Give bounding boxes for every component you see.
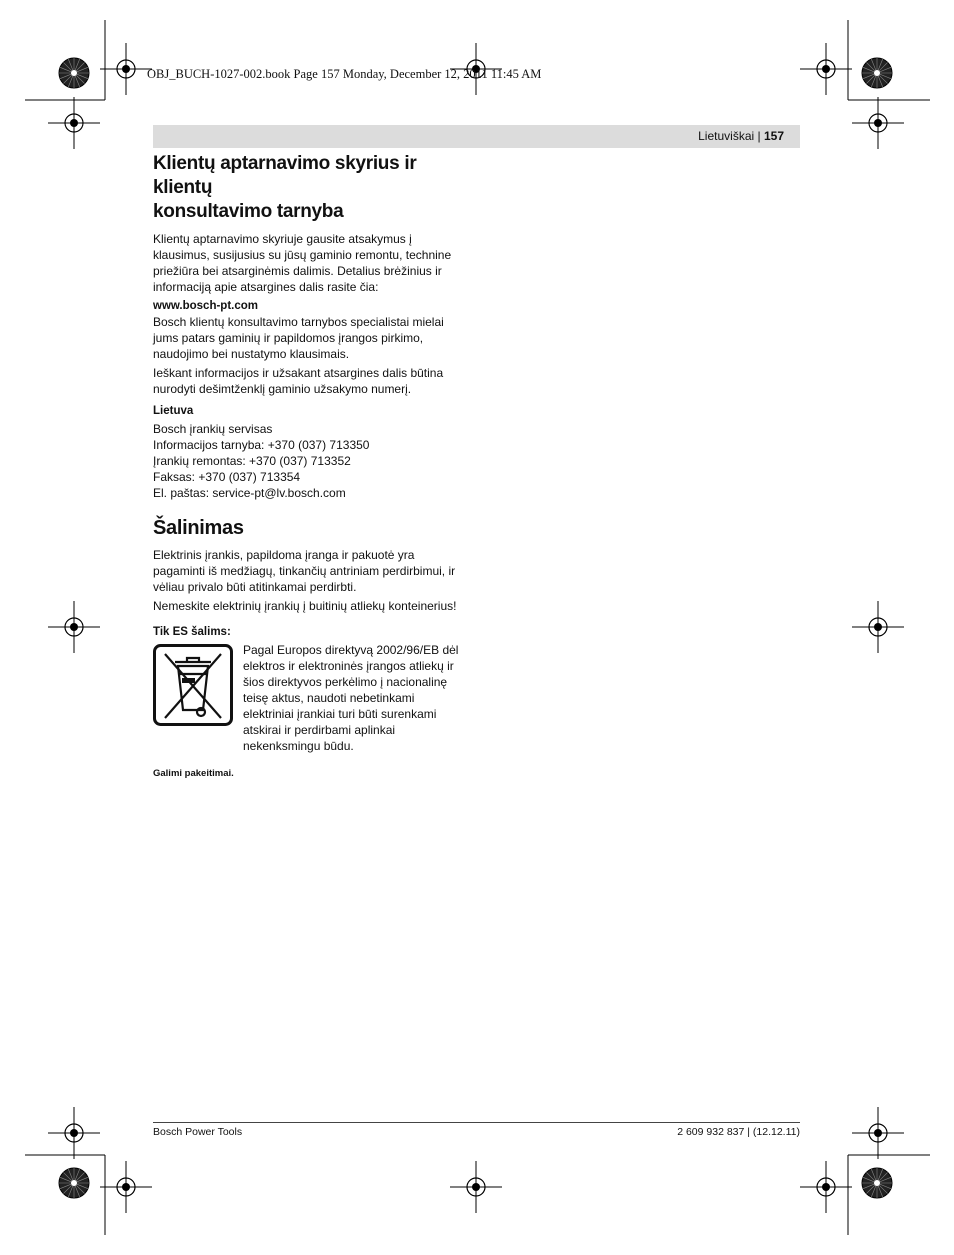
- country-heading: Lietuva: [153, 405, 194, 417]
- footer-doc-number: 2 609 932 837 | (12.12.11): [677, 1126, 800, 1138]
- service-title-line1: Klientų aptarnavimo skyrius ir klientų: [153, 153, 417, 198]
- header-separator: |: [757, 129, 761, 143]
- service-section-title: [153, 152, 465, 224]
- disposal-paragraph-1: Elektrinis įrankis, papildoma įranga ir pakuotė yra pagaminti iš medžiagų, tinkančių antriniam perdirbimui, ir vėliau privalo būti atitinkamai perdirbti.: [153, 548, 456, 594]
- crossed-out-wheelie-bin-icon: [153, 644, 233, 726]
- service-title-line2: konsultavimo tarnyba: [153, 201, 344, 222]
- contact-line: Bosch įrankių servisas: [153, 422, 273, 436]
- eu-heading: Tik ES šalims:: [153, 626, 231, 638]
- footer-divider: [153, 1122, 800, 1123]
- weee-text: Pagal Europos direktyvą 2002/96/EB dėl elektros ir elektroninės įrangos atliekų ir šios direktyvos perkėlimo į nacionalinę teisę aktus, naudoti nebetinkami elektriniai įrankiai turi būti surenkami atskirai ir perdirbami aplinkai nekenksmingu būdu.: [243, 643, 459, 753]
- disposal-section-title: Šalinimas: [153, 517, 244, 539]
- contact-line: Informacijos tarnyba: +370 (037) 713350: [153, 438, 370, 452]
- page-number: 157: [763, 129, 784, 143]
- header-language: [698, 129, 784, 143]
- contact-block: [153, 421, 465, 501]
- contact-line: El. paštas: service-pt@lv.bosch.com: [153, 486, 346, 500]
- main-column: [153, 152, 465, 779]
- weee-block: [153, 644, 465, 754]
- changes-note: Galimi pakeitimai.: [153, 768, 234, 779]
- service-url: www.bosch-pt.com: [153, 300, 258, 312]
- contact-line: Įrankių remontas: +370 (037) 713352: [153, 454, 351, 468]
- contact-line: Faksas: +370 (037) 713354: [153, 470, 301, 484]
- service-paragraph-1: Klientų aptarnavimo skyriuje gausite atsakymus į klausimus, susijusius su jūsų gaminio remontu, technine priežiūra bei atsarginėmis dalimis. Detalius brėžinius ir informaciją apie atsargines dalis rasite čia:: [153, 232, 452, 294]
- language-label: Lietuviškai: [698, 129, 755, 143]
- service-paragraph-2: Bosch klientų konsultavimo tarnybos specialistai mielai jums patars gaminių ir papildomos įrangos pirkimo, naudojimo bei nustatymo klausimais.: [153, 315, 444, 361]
- service-paragraph-3: Ieškant informacijos ir užsakant atsargines dalis būtina nurodyti dešimtženklį gaminio užsakymo numerį.: [153, 366, 444, 396]
- footer-brand: Bosch Power Tools: [153, 1126, 243, 1138]
- page-header-band: [153, 125, 800, 148]
- book-file-header: OBJ_BUCH-1027-002.book Page 157 Monday, December 12, 2011 11:45 AM: [147, 67, 542, 81]
- disposal-paragraph-2: Nemeskite elektrinių įrankių į buitinių atliekų konteinerius!: [153, 599, 457, 613]
